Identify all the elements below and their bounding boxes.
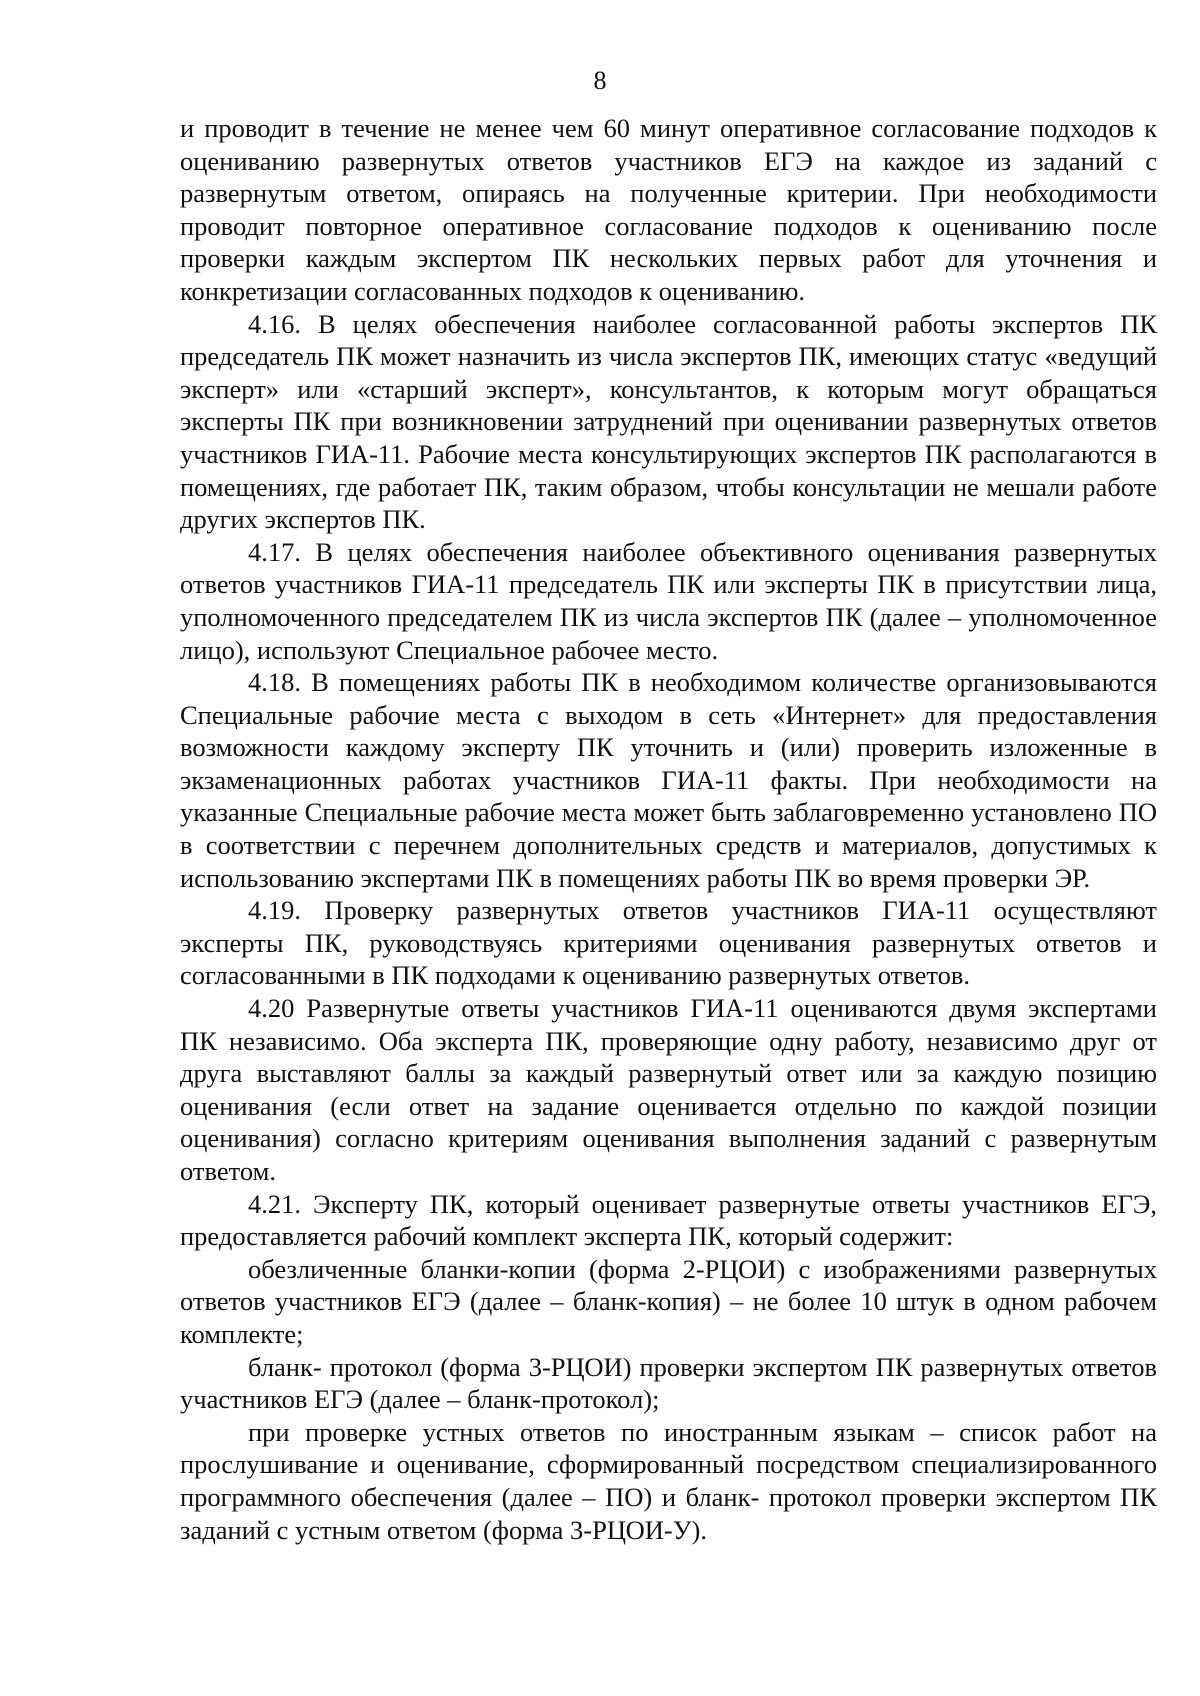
paragraph-4-16: 4.16. В целях обеспечения наиболее согласованной работы экспертов ПК председатель ПК может назначить из числа экспертов ПК, имеющих статус «ведущий эксперт» или «старший эксперт», консультантов, к которым могут обращаться эксперты ПК при возникновении затруднений при оценивании развернутых ответов участников ГИА-11. Рабочие места консультирующих экспертов ПК располагаются в помещениях, где работает ПК, таким образом, чтобы консультации не мешали работе других экспертов ПК. (180, 308, 1157, 535)
paragraph-continuation: и проводит в течение не менее чем 60 минут оперативное согласование подходов к оцениванию развернутых ответов участников ЕГЭ на каждое из заданий с развернутым ответом, опираясь на полученные критерии. При необходимости проводит повторное оперативное согласование подходов к оцениванию после проверки каждым экспертом ПК нескольких первых работ для уточнения и конкретизации согласованных подходов к оцениванию. (180, 113, 1157, 306)
list-item-blank-protocol: бланк- протокол (форма 3-РЦОИ) проверки экспертом ПК развернутых ответов участников ЕГЭ (далее – бланк-протокол); (180, 1351, 1157, 1415)
list-item-oral-answers: при проверке устных ответов по иностранным языкам – список работ на прослушивание и оценивание, сформированный посредством специализированного программного обеспечения (далее – ПО) и бланк- протокол проверки экспертом ПК заданий с устным ответом (форма 3-РЦОИ-У). (180, 1416, 1157, 1545)
paragraph-4-19: 4.19. Проверку развернутых ответов участников ГИА-11 осуществляют эксперты ПК, руководствуясь критериями оценивания развернутых ответов и согласованными в ПК подходами к оцениванию развернутых ответов. (180, 895, 1157, 991)
document-body (180, 112, 1157, 1546)
paragraph-4-21: 4.21. Эксперту ПК, который оценивает развернутые ответы участников ЕГЭ, предоставляется рабочий комплект эксперта ПК, который содержит: (180, 1188, 1157, 1252)
paragraph-4-17: 4.17. В целях обеспечения наиболее объективного оценивания развернутых ответов участников ГИА-11 председатель ПК или эксперты ПК в присутствии лица, уполномоченного председателем ПК из числа экспертов ПК (далее – уполномоченное лицо), используют Специальное рабочее место. (180, 536, 1157, 665)
paragraph-4-18: 4.18. В помещениях работы ПК в необходимом количестве организовываются Специальные рабочие места с выходом в сеть «Интернет» для предоставления возможности каждому эксперту ПК уточнить и (или) проверить изложенные в экзаменационных работах участников ГИА-11 факты. При необходимости на указанные Специальные рабочие места может быть заблаговременно установлено ПО в соответствии с перечнем дополнительных средств и материалов, допустимых к использованию экспертами ПК в помещениях работы ПК во время проверки ЭР. (180, 667, 1157, 893)
page-number: 8 (593, 66, 607, 95)
list-item-blank-copies: обезличенные бланки-копии (форма 2-РЦОИ) с изображениями развернутых ответов участников ЕГЭ (далее – бланк-копия) – не более 10 штук в одном рабочем комплекте; (180, 1253, 1157, 1349)
paragraph-4-20: 4.20 Развернутые ответы участников ГИА-11 оцениваются двумя экспертами ПК независимо. Оба эксперта ПК, проверяющие одну работу, независимо друг от друга выставляют баллы за каждый развернутый ответ или за каждую позицию оценивания (если ответ на задание оценивается отдельно по каждой позиции оценивания) согласно критериям оценивания выполнения заданий с развернутым ответом. (180, 993, 1157, 1186)
